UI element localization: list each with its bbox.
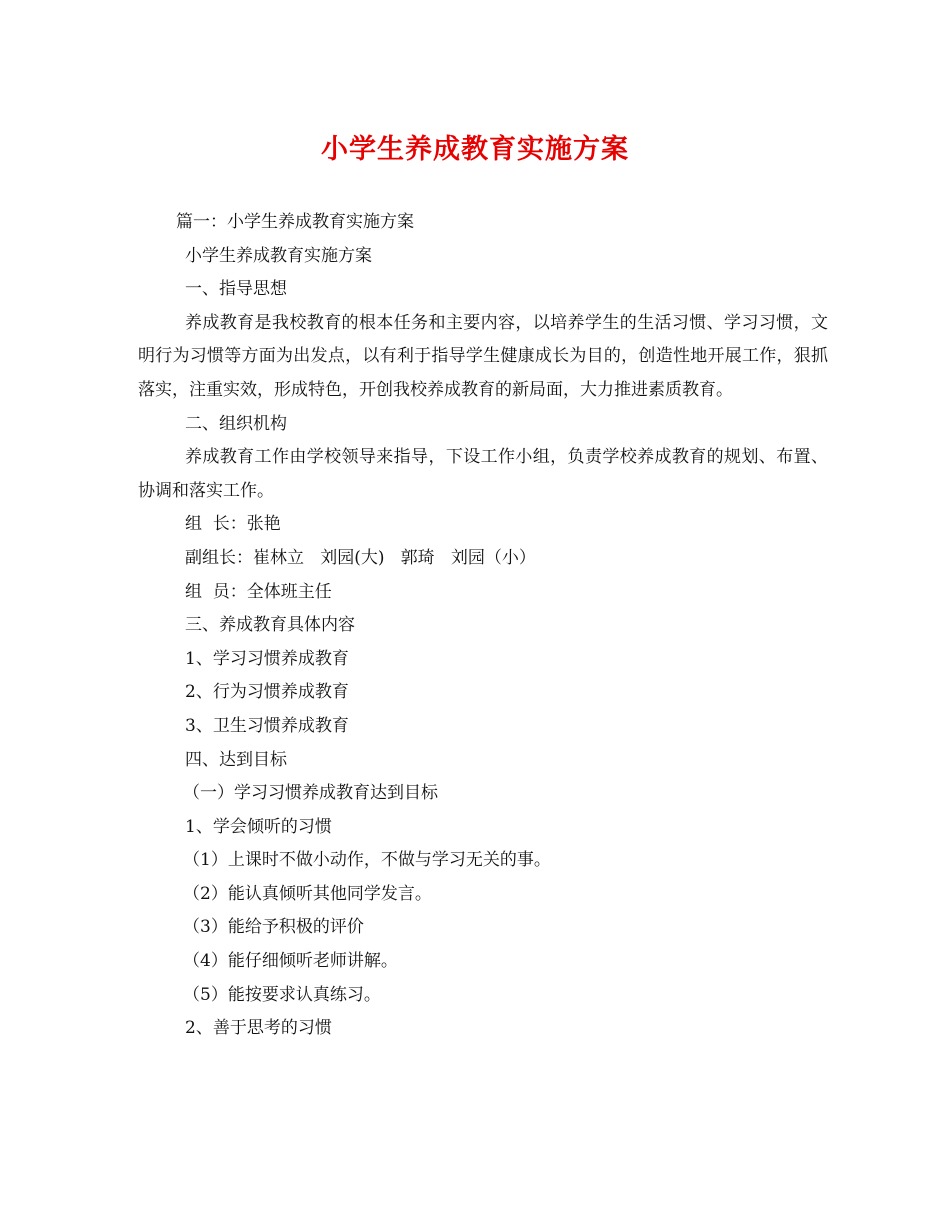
heading-goals: 四、达到目标: [185, 749, 287, 770]
content-item-1: 1、学习习惯养成教育: [185, 648, 349, 669]
team-leader-line: 组 长：张艳: [185, 514, 281, 535]
listening-item-3: （3）能给予积极的评价: [183, 917, 364, 938]
habit-listening: 1、学会倾听的习惯: [185, 816, 332, 837]
goal-section-1: （一）学习习惯养成教育达到目标: [183, 783, 438, 804]
listening-item-2: （2）能认真倾听其他同学发言。: [183, 883, 432, 904]
document-title: 小学生养成教育实施方案: [321, 134, 629, 165]
heading-guiding-ideology: 一、指导思想: [185, 279, 287, 300]
team-members-line: 组 员：全体班主任: [185, 581, 332, 602]
paragraph-organization: 养成教育工作由学校领导来指导，下设工作小组，负责学校养成教育的规划、布置、协调和落实工作。: [138, 447, 828, 501]
heading-content: 三、养成教育具体内容: [185, 615, 355, 636]
deputy-leader-line: 副组长：崔林立 刘园(大) 郭琦 刘园（小）: [185, 547, 536, 568]
heading-organization: 二、组织机构: [185, 413, 287, 434]
paragraph-guiding-ideology: 养成教育是我校教育的根本任务和主要内容，以培养学生的生活习惯、学习习惯，文明行为习惯等方面为出发点，以有利于指导学生健康成长为目的，创造性地开展工作，狠抓落实，注重实效，形成特色，开创我校养成教育的新局面，大力推进素质教育。: [138, 312, 828, 400]
content-item-2: 2、行为习惯养成教育: [185, 682, 349, 703]
listening-item-5: （5）能按要求认真练习。: [183, 984, 381, 1005]
content-item-3: 3、卫生习惯养成教育: [185, 715, 349, 736]
section-heading-part-one: 篇一：小学生养成教育实施方案: [176, 212, 414, 232]
listening-item-1: （1）上课时不做小动作，不做与学习无关的事。: [183, 850, 551, 871]
listening-item-4: （4）能仔细倾听老师讲解。: [183, 951, 398, 972]
subtitle-line: 小学生养成教育实施方案: [185, 245, 372, 266]
habit-thinking: 2、善于思考的习惯: [185, 1018, 332, 1039]
document-body: [138, 206, 828, 1046]
